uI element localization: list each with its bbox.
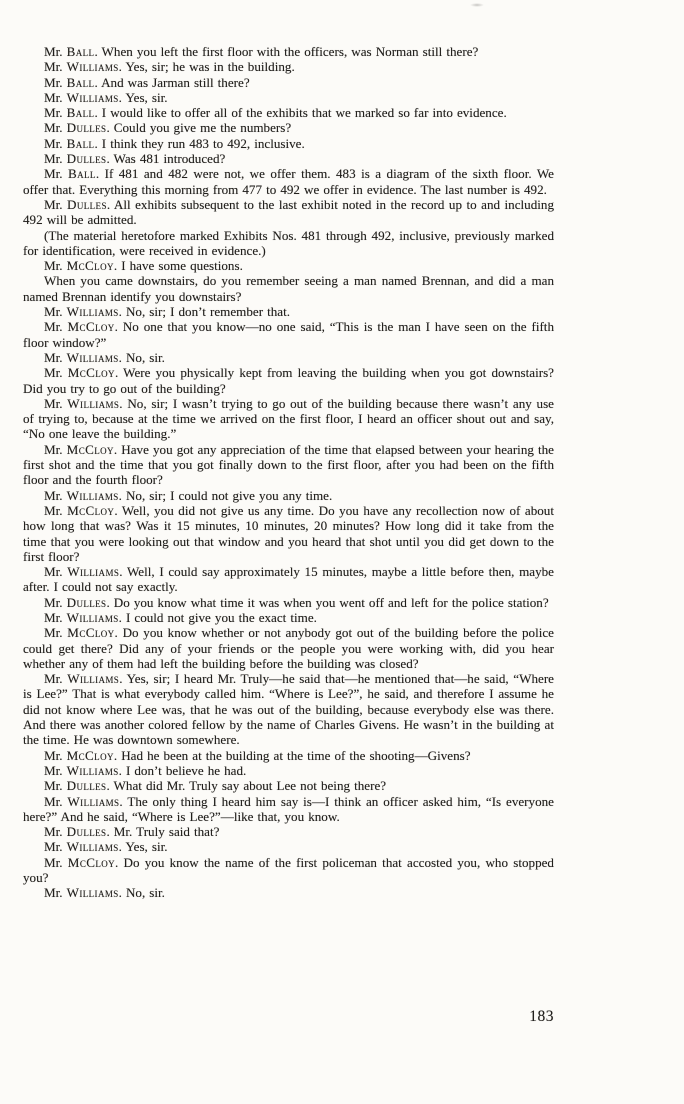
transcript-paragraph: Mr. McCloy. Well, you did not give us any time. Do you have any recollection now of about how long that was? Was it 15 minutes, 10 minutes, 20 minutes? How long did it take from the time that you were looking out that window and you heard that shot until you did get down to the first floor? — [23, 502, 554, 564]
speaker-name: Williams — [67, 671, 120, 687]
transcript-paragraph: Mr. McCloy. I have some questions. — [44, 258, 243, 274]
speaker-label: Mr. Dulles. — [44, 824, 110, 840]
speaker-name: Ball — [68, 166, 96, 182]
speaker-name: Dulles — [66, 778, 107, 794]
speaker-name: McCloy — [66, 441, 114, 457]
speaker-name: Williams — [67, 395, 120, 411]
transcript-paragraph: Mr. McCloy. Had he been at the building at the time of the shooting—Givens? — [44, 747, 471, 763]
speaker-label: Mr. Williams. — [44, 671, 123, 687]
transcript-paragraph: Mr. McCloy. Do you know whether or not anybody got out of the building before the police could get there? Did any of your friends or the people you were working with, did you hear whether any of them had left the building before the building was closed? — [23, 625, 554, 671]
transcript-paragraph: Mr. Dulles. Was 481 introduced? — [44, 151, 226, 167]
transcript-paragraph: Mr. Ball. When you left the first floor with the officers, was Norman still there? — [44, 44, 479, 59]
transcript-paragraph: Mr. Dulles. All exhibits subsequent to the last exhibit noted in the record up to and including 492 will be admitted. — [23, 196, 554, 228]
speaker-name: Williams — [66, 487, 119, 503]
transcript-paragraph: Mr. McCloy. Were you physically kept from leaving the building when you got downstairs? Did you try to go out of the building? — [23, 365, 554, 396]
speaker-label: Mr. Williams. — [44, 59, 122, 75]
transcript-paragraph: Mr. McCloy. Do you know the name of the first policeman that accosted you, who stopped you? — [23, 854, 554, 886]
transcript-paragraph: Mr. Ball. I think they run 483 to 492, inclusive. — [44, 135, 305, 151]
transcript-paragraph: Mr. Williams. No, sir. — [44, 885, 165, 901]
transcript — [23, 44, 554, 901]
transcript-paragraph: Mr. Williams. Yes, sir. — [44, 839, 168, 855]
transcript-paragraph: Mr. Ball. And was Jarman still there? — [44, 74, 250, 90]
speaker-label: Mr. McCloy. — [44, 365, 119, 381]
speaker-name: Williams — [67, 793, 120, 809]
speaker-label: Mr. Williams. — [44, 609, 122, 625]
transcript-paragraph: Mr. Williams. No, sir; I wasn’t trying to go out of the building because there wasn’t any use of trying to, because at the time we arrived on the first floor, I heard an officer shout out and say, “No one leave the building.” — [23, 395, 554, 442]
transcript-paragraph: Mr. McCloy. Have you got any appreciation of the time that elapsed between your hearing the first shot and the time that you got finally down to the first floor, after you had been on the fifth floor and the fourth floor? — [23, 441, 554, 488]
speaker-label: Mr. McCloy. — [44, 502, 118, 518]
speaker-label: Mr. McCloy. — [44, 441, 118, 457]
speaker-label: Mr. Ball. — [44, 44, 98, 59]
transcript-paragraph: Mr. Dulles. Do you know what time it was when you went off and left for the police station? — [44, 594, 549, 610]
speaker-label: Mr. Williams. — [44, 349, 122, 365]
transcript-paragraph: (The material heretofore marked Exhibits Nos. 481 through 492, inclusive, previously marked for identification, were received in evidence.) — [23, 227, 554, 258]
speaker-name: McCloy — [67, 854, 116, 870]
speaker-name: Williams — [66, 349, 119, 365]
transcript-paragraph: Mr. Williams. Well, I could say approximately 15 minutes, maybe a little before then, maybe after. I could not say exactly. — [23, 564, 554, 595]
speaker-label: Mr. McCloy. — [44, 747, 118, 763]
speaker-label: Mr. Dulles. — [44, 151, 110, 167]
speaker-name: Williams — [66, 304, 119, 320]
speaker-name: Dulles — [66, 151, 107, 167]
speaker-label: Mr. Williams. — [44, 89, 122, 105]
speaker-name: Dulles — [66, 824, 107, 840]
speaker-name: Dulles — [66, 120, 107, 136]
speaker-name: Williams — [66, 89, 119, 105]
speaker-name: Dulles — [67, 196, 107, 212]
speaker-label: Mr. McCloy. — [44, 854, 119, 870]
speaker-label: Mr. Williams. — [44, 395, 123, 411]
speaker-label: Mr. Ball. — [44, 74, 98, 90]
speaker-name: Williams — [67, 564, 120, 580]
scan-artifact — [470, 3, 484, 7]
transcript-paragraph: Mr. Williams. Yes, sir; he was in the building. — [44, 59, 295, 75]
transcript-paragraph: When you came downstairs, do you remember seeing a man named Brennan, and did a man named Brennan identify you downstairs? — [23, 273, 554, 304]
speaker-name: Ball — [66, 44, 95, 59]
speaker-name: McCloy — [67, 319, 115, 335]
transcript-paragraph: Mr. Dulles. What did Mr. Truly say about Lee not being there? — [44, 778, 387, 794]
transcript-paragraph: Mr. Williams. No, sir; I don’t remember that. — [44, 304, 291, 320]
speaker-name: Dulles — [66, 594, 107, 610]
speaker-label: Mr. Dulles. — [44, 196, 111, 212]
page-number: 183 — [529, 1008, 554, 1025]
transcript-paragraph: Mr. McCloy. No one that you know—no one said, “This is the man I have seen on the fifth floor window?” — [23, 319, 554, 350]
speaker-label: Mr. McCloy. — [44, 625, 118, 641]
transcript-paragraph: Mr. Ball. I would like to offer all of the exhibits that we marked so far into evidence. — [44, 105, 507, 121]
transcript-paragraph: Mr. Williams. No, sir; I could not give you any time. — [44, 487, 333, 503]
transcript-paragraph: Mr. Williams. I could not give you the exact time. — [44, 609, 317, 625]
speaker-label: Mr. Williams. — [44, 762, 122, 778]
speaker-label: Mr. Dulles. — [44, 120, 110, 136]
speaker-label: Mr. Williams. — [44, 793, 123, 809]
transcript-paragraph: Mr. Ball. If 481 and 482 were not, we offer them. 483 is a diagram of the sixth floor. We offer that. Everything this morning from 477 to 492 we offer in evidence. The last number is 492. — [23, 166, 554, 197]
speaker-name: Williams — [66, 609, 119, 625]
transcript-paragraph: Mr. Williams. No, sir. — [44, 349, 165, 365]
speaker-name: Williams — [66, 839, 119, 855]
transcript-paragraph: Mr. Dulles. Could you give me the numbers? — [44, 120, 292, 136]
speaker-name: Williams — [66, 59, 119, 75]
speaker-label: Mr. McCloy. — [44, 258, 118, 274]
speaker-name: Ball — [66, 74, 95, 90]
speaker-name: Williams — [66, 762, 119, 778]
transcript-paragraph: Mr. Williams. Yes, sir; I heard Mr. Truly—he said that—he mentioned that—he said, “Where is Lee?” That is what everybody called him. “Where is Lee?”, he said, and therefore I assume he did not know where Lee was, that he was out of the building, because everybody else was there. And there was another colored fellow by the name of Charles Givens. He wasn’t in the building at the time. He was downtown somewhere. — [23, 671, 554, 748]
speaker-label: Mr. Ball. — [44, 105, 98, 121]
speaker-label: Mr. McCloy. — [44, 319, 118, 335]
speaker-name: McCloy — [66, 258, 114, 274]
speaker-label: Mr. Williams. — [44, 885, 122, 901]
transcript-paragraph: Mr. Dulles. Mr. Truly said that? — [44, 824, 220, 840]
speaker-name: Ball — [66, 105, 95, 121]
speaker-name: McCloy — [67, 502, 115, 518]
speaker-label: Mr. Dulles. — [44, 778, 110, 794]
transcript-paragraph: Mr. Williams. I don’t believe he had. — [44, 762, 247, 778]
speaker-name: Williams — [66, 885, 119, 901]
transcript-paragraph: Mr. Williams. Yes, sir. — [44, 89, 168, 105]
speaker-label: Mr. Dulles. — [44, 594, 110, 610]
speaker-label: Mr. Ball. — [44, 135, 98, 151]
speaker-label: Mr. Ball. — [44, 166, 100, 182]
speaker-label: Mr. Williams. — [44, 487, 122, 503]
transcript-paragraph: Mr. Williams. The only thing I heard him say is—I think an officer asked him, “Is everyone here?” And he said, “Where is Lee?”—like that, you know. — [23, 793, 554, 824]
speaker-name: McCloy — [67, 625, 115, 641]
speaker-name: McCloy — [67, 365, 115, 381]
speaker-name: Ball — [66, 135, 95, 151]
speaker-label: Mr. Williams. — [44, 564, 123, 580]
speaker-label: Mr. Williams. — [44, 839, 122, 855]
speaker-name: McCloy — [66, 747, 114, 763]
speaker-label: Mr. Williams. — [44, 304, 122, 320]
